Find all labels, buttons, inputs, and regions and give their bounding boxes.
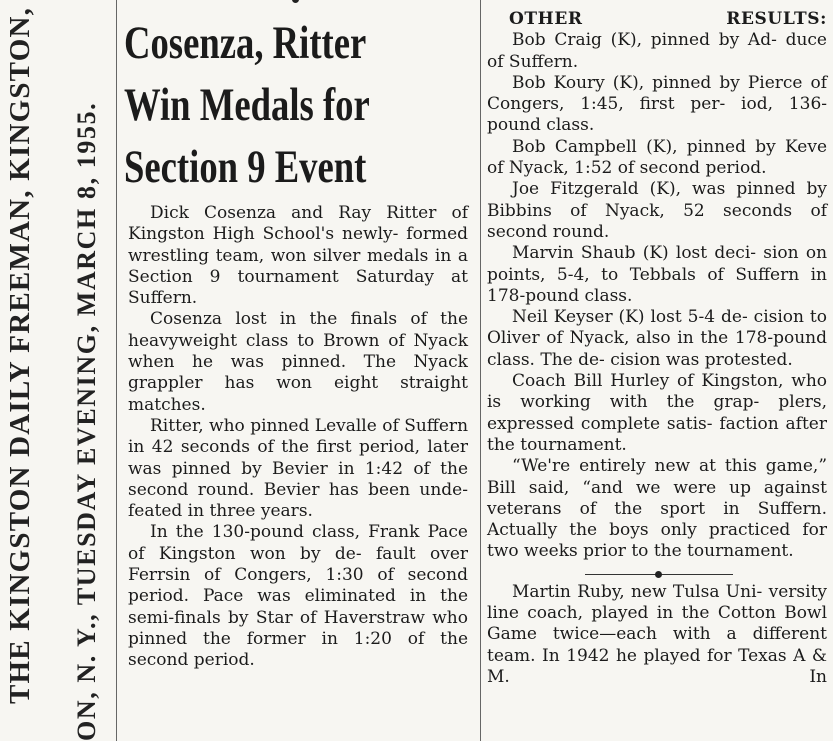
text-line: with a different team. In 1942 bbox=[487, 624, 828, 666]
text-line: who is working with the grap- bbox=[487, 371, 828, 413]
text-line: Cotton Bowl Game twice—each bbox=[487, 603, 828, 645]
text-line: the tournament. bbox=[653, 541, 794, 562]
next-story-paragraph bbox=[487, 582, 827, 688]
text-line: practiced for two weeks prior to bbox=[487, 520, 827, 562]
text-line: Marvin Shaub (K) lost deci- bbox=[512, 243, 756, 264]
text-line: of Nyack when he was pinned. bbox=[128, 330, 468, 373]
text-line: formed wrestling team, won bbox=[128, 224, 469, 266]
column-rule-right bbox=[480, 0, 481, 741]
text-line: Cosenza lost in the finals of bbox=[150, 309, 427, 330]
text-line: faction after the tournament. bbox=[487, 413, 827, 455]
result-paragraph bbox=[487, 137, 827, 180]
text-line: of second round. bbox=[487, 200, 828, 242]
text-line: feated in three years. bbox=[128, 501, 313, 522]
newspaper-masthead: THE KINGSTON DAILY FREEMAN, KINGSTON, bbox=[4, 6, 36, 704]
text-line: he played for Texas A & M. In bbox=[487, 645, 828, 687]
text-line: 1:30 of second period. Pace was bbox=[128, 565, 468, 607]
text-line: “We're entirely new at this bbox=[512, 456, 757, 477]
story-paragraph bbox=[128, 309, 468, 415]
result-paragraph bbox=[487, 179, 827, 243]
text-line: cision to Oliver of Nyack, also bbox=[487, 307, 828, 349]
text-line: Martin Ruby, new Tulsa Uni- bbox=[512, 581, 763, 602]
text-line: period. bbox=[193, 650, 255, 671]
text-line: eliminated in the semi-finals by bbox=[128, 586, 469, 628]
text-line: plers, expressed complete satis- bbox=[487, 392, 828, 434]
text-line: Bob Craig (K), pinned by Ad- bbox=[512, 30, 777, 51]
text-line: fault over Ferrsin of Congers, bbox=[128, 543, 469, 586]
story-separator bbox=[487, 569, 827, 582]
story-column bbox=[128, 203, 468, 672]
text-line: the heavyweight class to Brown bbox=[128, 309, 469, 351]
text-line: in Suffern. Actually the boys only bbox=[487, 498, 827, 541]
text-line: up against veterans of the sport bbox=[487, 477, 827, 519]
results-column bbox=[487, 9, 827, 688]
headline-line: Win Medals for bbox=[124, 79, 370, 131]
text-line: of Kingston High School's newly- bbox=[128, 203, 468, 245]
text-line: Bob Koury (K), pinned by bbox=[512, 72, 740, 93]
text-line: eight straight matches. bbox=[128, 373, 469, 415]
text-line: iod, 136-pound class. bbox=[487, 94, 828, 136]
headline bbox=[124, 12, 402, 198]
story-paragraph bbox=[128, 522, 468, 671]
other-results-heading: OTHER RESULTS: bbox=[509, 9, 827, 29]
text-line: Pierce of Congers, 1:45, first per- bbox=[487, 72, 828, 115]
text-line: in the 178-pound class. The de- bbox=[487, 328, 828, 370]
text-line: Coach Bill Hurley of Kingston, bbox=[512, 371, 784, 392]
text-line: the former in 1:20 of the second bbox=[128, 628, 469, 671]
result-paragraph bbox=[487, 73, 827, 137]
text-line: The Nyack grappler has won bbox=[128, 352, 468, 394]
text-line: Bevier in 1:42 of the second bbox=[128, 458, 469, 500]
result-paragraph bbox=[487, 456, 827, 562]
text-line: Pace of Kingston won by de- bbox=[128, 522, 468, 564]
result-paragraph bbox=[487, 307, 827, 371]
text-line: versity line coach, played in the bbox=[487, 581, 828, 624]
text-line: Neil Keyser (K) lost 5-4 de- bbox=[512, 307, 748, 328]
text-line: tournament Saturday at Suffern. bbox=[128, 266, 469, 309]
text-line: Ritter, who pinned Levalle of bbox=[150, 415, 399, 436]
text-line: sion on points, 5-4, to Tebbals of bbox=[487, 243, 828, 285]
result-paragraph bbox=[487, 243, 827, 307]
text-line: duce of Suffern. bbox=[487, 30, 827, 72]
text-line: game,” Bill said, “and we were bbox=[487, 456, 828, 498]
column-rule-left bbox=[116, 0, 117, 741]
text-line: Dick Cosenza and Ray Ritter bbox=[150, 203, 437, 223]
text-line: silver medals in a Section 9 bbox=[128, 245, 469, 287]
text-line: Suffern in 42 seconds of the bbox=[128, 415, 469, 458]
story-paragraph bbox=[128, 203, 468, 309]
text-line: Star of Haverstraw who pinned bbox=[128, 607, 468, 649]
text-line: first period, later was pinned by bbox=[128, 437, 469, 479]
separator-dot bbox=[655, 571, 662, 578]
text-line: In the 130-pound class, Frank bbox=[150, 522, 420, 543]
text-line: Bob Campbell (K), pinned by bbox=[512, 136, 776, 157]
text-line: Keve of Nyack, 1:52 of second bbox=[487, 136, 828, 179]
text-line: round. Bevier has been unde- bbox=[197, 479, 468, 500]
result-paragraph bbox=[487, 30, 827, 73]
headline-line: Section 9 Event bbox=[124, 141, 367, 193]
text-line: Joe Fitzgerald (K), was pinned bbox=[512, 179, 796, 200]
text-line: Suffern in 178-pound class. bbox=[487, 264, 828, 306]
headline-line: Cosenza, Ritter bbox=[124, 17, 367, 69]
result-paragraph bbox=[487, 371, 827, 456]
text-line: by Bibbins of Nyack, 52 seconds bbox=[487, 179, 827, 221]
text-line: cision was protested. bbox=[610, 349, 793, 370]
story-paragraph bbox=[128, 416, 468, 522]
top-ornament-dot bbox=[292, 0, 299, 3]
text-line: period. bbox=[705, 158, 767, 179]
dateline: ON, N. Y., TUESDAY EVENING, MARCH 8, 1955. bbox=[72, 101, 101, 741]
